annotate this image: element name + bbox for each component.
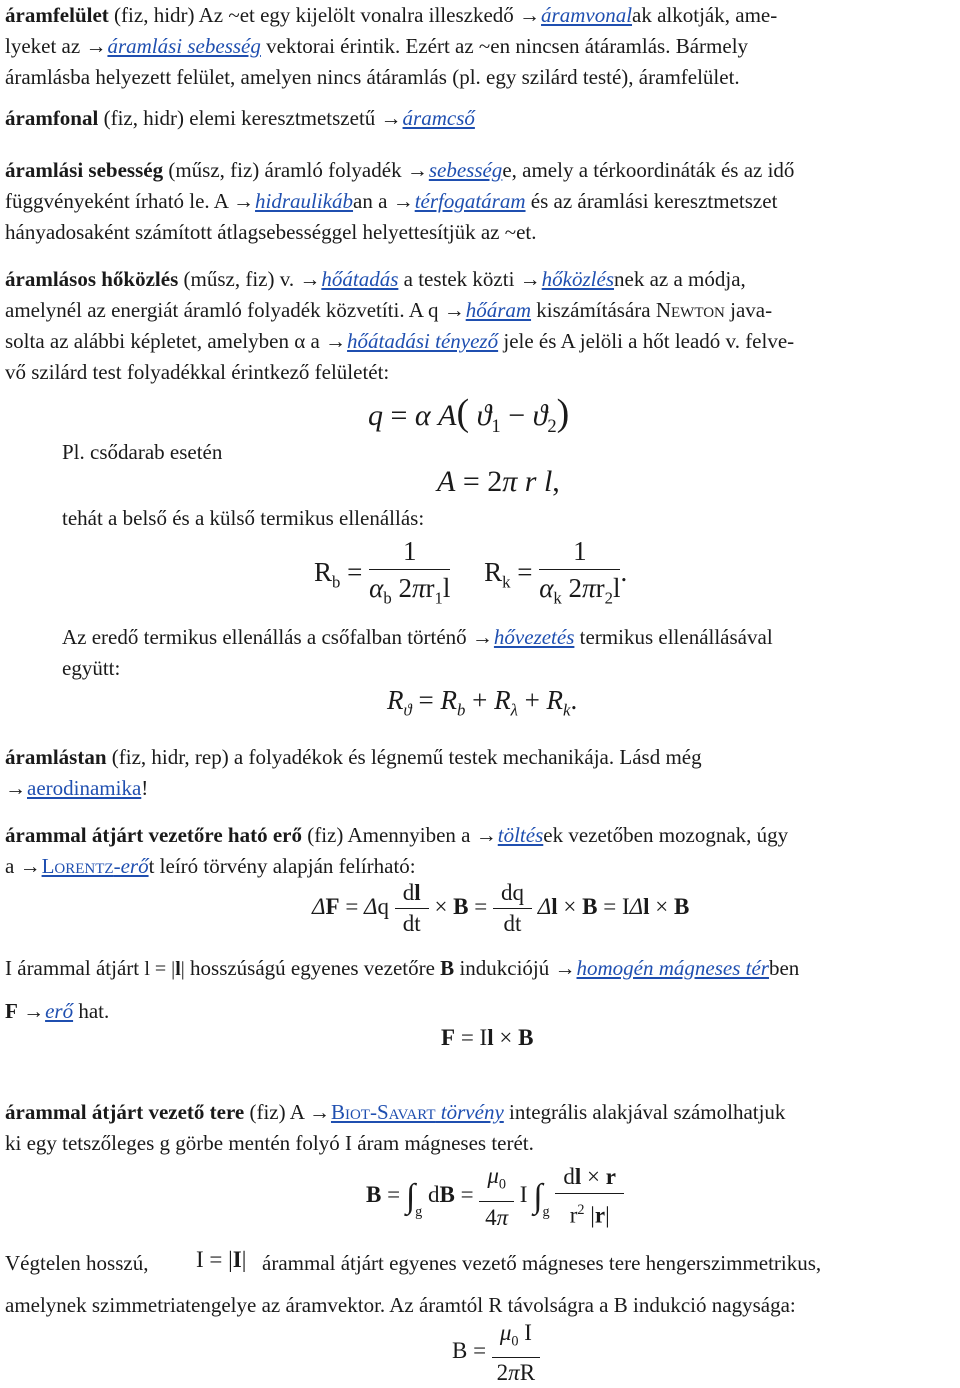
link-lorentz-ero[interactable] bbox=[42, 854, 149, 878]
arrow-icon: → bbox=[519, 3, 541, 27]
symbol-b: B bbox=[440, 956, 455, 980]
entry-hokozles-line4 bbox=[5, 357, 389, 388]
entry-aramlasi-sebesseg-line3 bbox=[5, 217, 537, 248]
entry-text: vő szilárd test folyadékkal érintkező felületét: bbox=[5, 360, 390, 384]
arrow-icon: → bbox=[392, 189, 414, 213]
arrow-icon: → bbox=[5, 776, 26, 800]
entry-aramfonal bbox=[5, 103, 475, 134]
person-name: Lorentz bbox=[41, 854, 114, 878]
entry-aramlasi-sebesseg-line1 bbox=[5, 155, 794, 186]
formula-thermal-resistances: $R_b$ = $\frac{1}{\alpha_b 2\pi r_1l}$ $R_k$ = $\frac{1}{\alpha_k 2\pi r_2l}$ . bbox=[314, 533, 627, 616]
person-name: Biot-Savart bbox=[330, 1100, 436, 1124]
entry-text: jele és A jelöli a hőt leadó v. felve- bbox=[498, 329, 795, 353]
entry-text: a testek közti bbox=[398, 267, 520, 291]
entry-text: (műsz, fiz) áramló folyadék bbox=[163, 158, 407, 182]
entry-hokozles-example bbox=[62, 437, 222, 468]
link-text: törvény bbox=[435, 1100, 504, 1124]
link-aramvonal[interactable]: áramvonal bbox=[541, 3, 633, 27]
entry-text: együtt: bbox=[62, 656, 121, 680]
link-hoaram[interactable]: hőáram bbox=[465, 298, 532, 322]
arrow-icon: → bbox=[471, 625, 493, 649]
entry-text: amelynél az energiát áramló folyadék közvetíti. A q bbox=[5, 298, 444, 322]
entry-text: (fiz, hidr) Az ~et egy kijelölt vonalra illeszkedő bbox=[108, 3, 520, 27]
entry-text: t leíró törvény alapján felírható: bbox=[148, 854, 416, 878]
formula-field-infinite-wire: B = $\frac{\mu_0 I}{2\pi R}$ bbox=[452, 1318, 540, 1388]
link-biot-savart-torveny[interactable] bbox=[331, 1100, 504, 1124]
arrow-icon: → bbox=[406, 158, 428, 182]
link-text: -erő bbox=[113, 854, 149, 878]
entry-vezetore-hato-ero-line4 bbox=[5, 996, 109, 1027]
entry-text: indukciójú bbox=[454, 956, 555, 980]
arrow-icon: → bbox=[233, 189, 255, 213]
entry-text: vektorai érintik. Ezért az ~en nincsen átáramlás. Bármely bbox=[260, 34, 749, 58]
entry-text: I árammal átjárt bbox=[5, 956, 145, 980]
entry-term: áramfelület bbox=[5, 3, 109, 27]
entry-text: hat. bbox=[73, 999, 110, 1023]
entry-text: (fiz, hidr, rep) a folyadékok és légnemű testek mechanikája. Lásd még bbox=[106, 745, 702, 769]
entry-text: (fiz, hidr) elemi keresztmetszetű bbox=[98, 106, 381, 130]
arrow-icon: → bbox=[325, 329, 347, 353]
entry-term: árammal átjárt vezető tere bbox=[5, 1100, 245, 1124]
entry-text: tehát a belső és a külső termikus ellenállás: bbox=[62, 506, 425, 530]
arrow-icon: → bbox=[299, 267, 321, 291]
entry-vezeto-tere-line3 bbox=[5, 1248, 148, 1279]
entry-aramfelulet-line2 bbox=[5, 31, 748, 62]
symbol-f: F bbox=[5, 999, 18, 1023]
entry-text: e, amely a térkoordináták és az idő bbox=[502, 158, 795, 182]
link-hoatadas[interactable]: hőátadás bbox=[321, 267, 399, 291]
entry-text: függvényeként írható le. A bbox=[5, 189, 234, 213]
entry-text: áramlásba helyezett felület, amelyen nincs átáramlás (pl. egy szilárd testé), áramfelület. bbox=[5, 65, 740, 89]
entry-vezetore-hato-ero-line1 bbox=[5, 820, 788, 851]
formula-current-magnitude: I = |I| bbox=[196, 1247, 247, 1272]
entry-text: lyeket az bbox=[5, 34, 86, 58]
entry-vezeto-tere-line3b bbox=[262, 1248, 821, 1279]
entry-text: integrális alakjával számolhatjuk bbox=[503, 1100, 786, 1124]
entry-hokozles-line3 bbox=[5, 326, 794, 357]
arrow-icon: → bbox=[85, 34, 107, 58]
entry-text: solta az alábbi képletet, amelyben α a bbox=[5, 329, 326, 353]
entry-text: termikus ellenállásával bbox=[574, 625, 773, 649]
entry-term: árammal átjárt vezetőre ható erő bbox=[5, 823, 302, 847]
arrow-icon: → bbox=[380, 106, 402, 130]
entry-text: ek vezetőben mozognak, úgy bbox=[543, 823, 789, 847]
link-aramcso[interactable]: áramcső bbox=[402, 106, 475, 130]
entry-hokozles-line2 bbox=[5, 295, 772, 326]
formula-force: F = Il × B bbox=[441, 1025, 534, 1050]
entry-text: (műsz, fiz) v. bbox=[178, 267, 300, 291]
link-terfogataram[interactable]: térfogatáram bbox=[414, 189, 526, 213]
entry-hokozles-line5 bbox=[62, 622, 773, 653]
entry-vezetore-hato-ero-line3 bbox=[5, 953, 799, 985]
entry-term: áramlási sebesség bbox=[5, 158, 164, 182]
entry-text: kiszámítására bbox=[531, 298, 656, 322]
arrow-icon: → bbox=[554, 956, 576, 980]
formula-biot-savart: $B = \int_g$ dB = $\frac{\mu_0}{4\pi}$ I $\int_g$ $\frac{dl \times r}{r^2 |r|}$ bbox=[366, 1160, 624, 1234]
entry-text: ki egy tetszőleges g görbe mentén folyó I áram mágneses terét. bbox=[5, 1131, 534, 1155]
entry-text: árammal átjárt egyenes vezető mágneses tere hengerszimmetrikus, bbox=[262, 1251, 822, 1275]
entry-aramfelulet-line1 bbox=[5, 0, 777, 31]
entry-term: áramfonal bbox=[5, 106, 99, 130]
entry-hokozles-line6 bbox=[62, 653, 120, 684]
link-homogen-magneses-ter[interactable]: homogén mágneses tér bbox=[576, 956, 769, 980]
entry-aramlastan-line2 bbox=[5, 773, 148, 804]
formula-total-resistance: $R_ϑ = R_b + R_\lambda + R_k$. bbox=[387, 685, 578, 720]
entry-text: hosszúságú egyenes vezetőre bbox=[184, 956, 441, 980]
arrow-icon: → bbox=[308, 1100, 330, 1124]
formula-surface-area: A = 2π r l, bbox=[437, 465, 560, 498]
arrow-icon: → bbox=[23, 999, 45, 1023]
arrow-icon: → bbox=[19, 854, 41, 878]
entry-vezeto-tere-line4 bbox=[5, 1290, 796, 1321]
entry-text: (fiz) Amennyiben a bbox=[301, 823, 476, 847]
link-aramlasi-sebesseg[interactable]: áramlási sebesség bbox=[107, 34, 261, 58]
entry-vezeto-tere-line1 bbox=[5, 1097, 785, 1128]
link-sebesseg[interactable]: sebesség bbox=[428, 158, 503, 182]
entry-vezeto-tere-line2 bbox=[5, 1128, 534, 1159]
link-toltes[interactable]: töltés bbox=[497, 823, 544, 847]
arrow-icon: → bbox=[475, 823, 497, 847]
entry-hokozles-then bbox=[62, 503, 424, 534]
formula-lorentz-force: ΔF = Δq $\frac{dl}{dt}$ × B = $\frac{dq}{dt}$ Δl × B = IΔl × B bbox=[312, 880, 690, 936]
formula-heat-flow: q = α A( $ϑ_1 - ϑ_2$) bbox=[368, 392, 570, 437]
entry-text: ak alkotják, ame- bbox=[632, 3, 778, 27]
entry-text: Végtelen hosszú, bbox=[5, 1251, 149, 1275]
formula-length: l = |l| bbox=[144, 958, 185, 980]
link-aerodinamika[interactable]: aerodinamika bbox=[27, 776, 142, 800]
entry-term: áramlástan bbox=[5, 745, 107, 769]
person-name: Newton bbox=[655, 298, 725, 322]
entry-aramlastan-line1 bbox=[5, 742, 702, 773]
entry-hokozles-line1 bbox=[5, 264, 746, 295]
entry-text: nek az a módja, bbox=[614, 267, 746, 291]
entry-text: an a bbox=[353, 189, 393, 213]
entry-aramlasi-sebesseg-line2 bbox=[5, 186, 777, 217]
entry-text: hányadosaként számított átlagsebességgel helyettesítjük az ~et. bbox=[5, 220, 537, 244]
link-hidraulika[interactable]: hidraulikáb bbox=[255, 189, 354, 213]
entry-text: ben bbox=[768, 956, 800, 980]
entry-text: ! bbox=[141, 776, 149, 800]
entry-text: és az áramlási keresztmetszet bbox=[525, 189, 778, 213]
entry-text: Pl. csődarab esetén bbox=[62, 440, 223, 464]
entry-text: a bbox=[5, 854, 20, 878]
entry-text: amelynek szimmetriatengelye az áramvektor. Az áramtól R távolságra a B indukció nagysága: bbox=[5, 1293, 796, 1317]
arrow-icon: → bbox=[443, 298, 465, 322]
entry-term: áramlásos hőközlés bbox=[5, 267, 179, 291]
entry-text: (fiz) A bbox=[244, 1100, 309, 1124]
link-hokozles[interactable]: hőközlés bbox=[541, 267, 614, 291]
entry-text: java- bbox=[724, 298, 773, 322]
entry-text: Az eredő termikus ellenállás a csőfalban történő bbox=[62, 625, 472, 649]
entry-aramfelulet-line3 bbox=[5, 62, 740, 93]
arrow-icon: → bbox=[519, 267, 541, 291]
link-hoatadasi-tenyezo[interactable]: hőátadási tényező bbox=[347, 329, 499, 353]
link-hovezetes[interactable]: hővezetés bbox=[493, 625, 575, 649]
link-ero[interactable]: erő bbox=[45, 999, 74, 1023]
